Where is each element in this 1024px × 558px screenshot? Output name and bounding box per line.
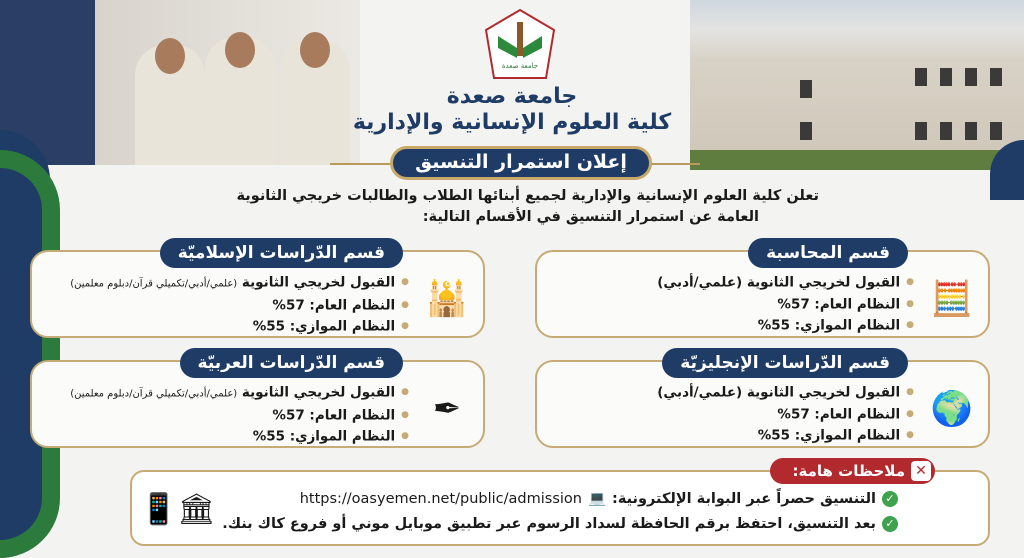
department-title: قسم الدّراسات العربيّة [180, 348, 403, 378]
university-name: جامعة صعدة [446, 84, 578, 109]
acceptance-item [70, 272, 409, 295]
note-payment [222, 516, 898, 532]
department-title: قسم الدّراسات الإنجليزيّة [662, 348, 908, 378]
parallel-system: ● النظام الموازي: 55% [70, 426, 409, 448]
department-card-islamic [30, 243, 485, 338]
parallel-system: ● النظام الموازي: 55% [70, 316, 409, 338]
admission-link[interactable]: https://oasyemen.net/public/admission [299, 490, 582, 507]
pen-ink-icon: ✒ [432, 389, 462, 429]
intro-line-1: تعلن كلية العلوم الإنسانية والإدارية لجميع أبنائها الطلاب والطالبات خريجي الثانوية [236, 188, 819, 204]
acceptance-item [70, 382, 409, 405]
general-system: ● النظام العام: 57% [657, 294, 914, 316]
department-title: قسم الدّراسات الإسلاميّة [160, 238, 403, 268]
student-head [225, 32, 255, 68]
general-system: ● النظام العام: 57% [70, 405, 409, 427]
student-head [155, 38, 185, 74]
acceptance: القبول لخريجي الثانوية [241, 384, 396, 401]
globe-abc-icon: 🌍 [930, 389, 974, 429]
note-payment-text: بعد التنسيق، احتفظ برقم الحافظة لسداد الرسوم عبر تطبيق موبايل موني أو فروع كاك بنك. [222, 516, 876, 532]
announcement-banner: إعلان استمرار التنسيق [390, 146, 652, 180]
acceptance: ● القبول لخريجي الثانوية (علمي/أدبي) [657, 382, 914, 404]
notes-label [770, 458, 935, 484]
acceptance-note: (علمي/أدبي/تكميلي قرآن/دبلوم معلمين) [70, 388, 238, 400]
close-x-icon: ✕ [911, 461, 931, 481]
laptop-icon: 💻 [587, 491, 607, 507]
college-name: كلية العلوم الإنسانية والإدارية [352, 110, 672, 135]
student-head [300, 32, 330, 68]
decor-curve [0, 150, 60, 558]
general-system: ● النظام العام: 57% [657, 404, 914, 426]
note-portal-text: التنسيق حصراً عبر البوابة الإلكترونية: [612, 490, 876, 507]
students-photo [0, 0, 360, 165]
university-logo [484, 8, 556, 84]
svg-text:جامعة صعدة: جامعة صعدة [501, 62, 539, 70]
check-icon: ✓ [882, 516, 898, 532]
intro-line-2: العامة عن استمرار التنسيق في الأقسام التالية: [422, 209, 759, 225]
acceptance-note: (علمي/أدبي/تكميلي قرآن/دبلوم معلمين) [70, 278, 238, 290]
parallel-system: ● النظام الموازي: 55% [657, 425, 914, 447]
parallel-system: ● النظام الموازي: 55% [657, 315, 914, 337]
check-icon: ✓ [882, 491, 898, 507]
acceptance: ● القبول لخريجي الثانوية (علمي/أدبي) [657, 272, 914, 294]
department-card-english [535, 353, 990, 448]
general-system: ● النظام العام: 57% [70, 295, 409, 317]
phone-bank-icon: 📱🏛 [140, 492, 216, 527]
acceptance: القبول لخريجي الثانوية [241, 274, 396, 291]
department-card-arabic [30, 353, 485, 448]
calculator-icon: 🧮 [930, 279, 974, 319]
department-title: قسم المحاسبة [748, 238, 908, 268]
department-card-accounting [535, 243, 990, 338]
notes-label-text: ملاحظات هامة: [792, 462, 905, 480]
mosque-quran-icon: 🕌 [425, 279, 469, 319]
note-portal [300, 490, 898, 507]
